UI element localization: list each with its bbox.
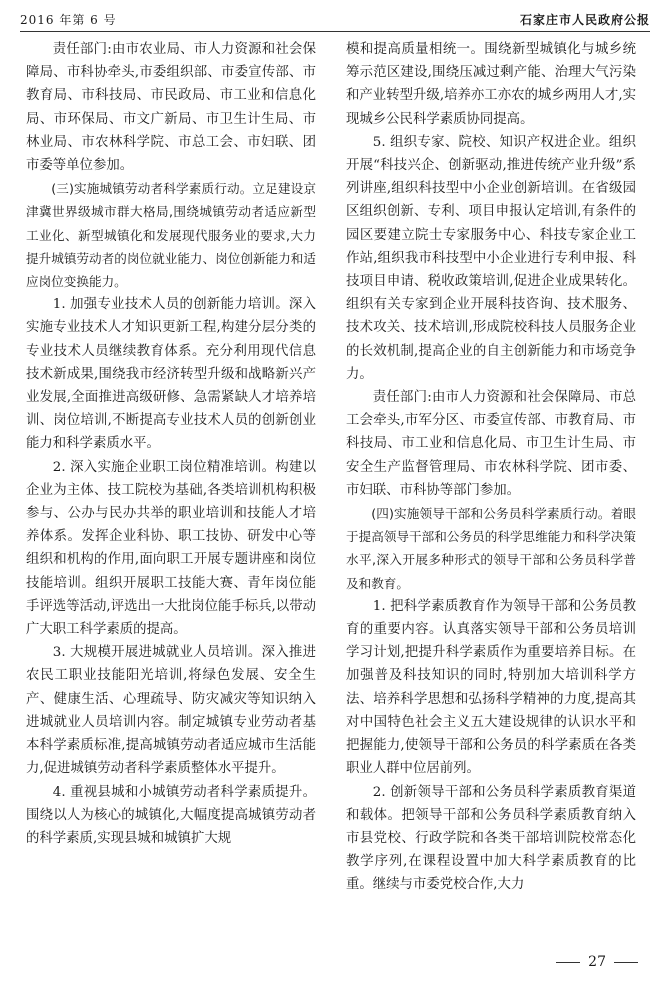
paragraph: 2. 创新领导干部和公务员科学素质教育渠道和载体。把领导干部和公务员科学素质教育纳入市县党校、行政学院和各类干部培训院校常态化教学序列,在课程设置中加大科学素质教育的比重。继续与市委党校合作,大力: [346, 784, 636, 893]
footer-dash-left: [556, 962, 580, 963]
paragraph: 3. 大规模开展进城就业人员培训。深入推进农民工职业技能阳光培训,将绿色发展、安全生产、健康生活、心理疏导、防灾减灾等知识纳入进城就业人员培训内容。制定城镇专业劳动者基本科学素质标准,提高城镇劳动者适应城市生活能力,促进城镇劳动者科学素质整体水平提升。: [26, 645, 316, 777]
issue-label: 2016 年第 6 号: [20, 13, 117, 27]
section-heading-paragraph: (三)实施城镇劳动者科学素质行动。立足建设京津冀世界级城市群大格局,围绕城镇劳动者适应新型工业化、新型城镇化和发展现代服务业的要求,大力提升城镇劳动者的岗位就业能力、岗位创新能力和适应岗位变换能力。: [26, 181, 316, 290]
paragraph: 责任部门:由市农业局、市人力资源和社会保障局、市科协牵头,市委组织部、市委宣传部、市教育局、市科技局、市民政局、市工业和信息化局、市环保局、市文广新局、市卫生计生局、市林业局、市农林科学院、市总工会、市妇联、团市委等单位参加。: [26, 42, 316, 174]
page-header: [20, 6, 650, 32]
paragraph: 5. 组织专家、院校、知识产权进企业。组织开展“科技兴企、创新驱动,推进传统产业升级”系列讲座,组织科技型中小企业创新培训。在省级园区组织创新、专利、项目申报认定培训,有条件的园区要建立院士专家服务中心、科技专家企业工作站,组织我市科技型中小企业进行专利申报、科技项目申请、税收政策培训,促进企业成果转化。组织有关专家到企业开展科技咨询、技术服务、技术攻关、技术培训,形成院校科技人员服务企业的长效机制,提高企业的自主创新能力和市场竞争力。: [346, 134, 636, 382]
section-heading-paragraph: (四)实施领导干部和公务员科学素质行动。着眼于提高领导干部和公务员的科学思维能力和科学决策水平,深入开展多种形式的领导干部和公务员科学普及和教育。: [346, 506, 636, 591]
page-footer: [556, 954, 638, 970]
paragraph: 2. 深入实施企业职工岗位精准培训。构建以企业为主体、技工院校为基础,各类培训机构积极参与、公办与民办共举的职业培训和技能人才培养体系。发挥企业科协、职工技协、研发中心等组织和机构的作用,面向职工开展专题讲座和岗位技能培训。组织开展职工技能大赛、青年岗位能手评选等活动,评选出一大批岗位能手标兵,以带动广大职工科学素质的提高。: [26, 459, 316, 638]
paragraph: 责任部门:由市人力资源和社会保障局、市总工会牵头,市军分区、市委宣传部、市教育局、市科技局、市工业和信息化局、市卫生计生局、市安全生产监督管理局、市农林科学院、团市委、市妇联、市科协等部门参加。: [346, 390, 636, 498]
paragraph: 模和提高质量相统一。围绕新型城镇化与城乡统筹示范区建设,围绕压减过剩产能、治理大气污染和产业转型升级,培养亦工亦农的城乡两用人才,实现城乡公民科学素质协同提高。: [346, 42, 636, 127]
footer-dash-right: [614, 962, 638, 963]
paragraph: 4. 重视县城和小城镇劳动者科学素质提升。围绕以人为核心的城镇化,大幅度提高城镇劳动者的科学素质,实现县城和城镇扩大规: [26, 784, 316, 846]
right-column: [346, 38, 636, 897]
page-number: 27: [588, 954, 606, 970]
paragraph: 1. 加强专业技术人员的创新能力培训。深入实施专业技术人才知识更新工程,构建分层分类的专业技术人员继续教育体系。充分利用现代信息技术新成果,围绕我市经济转型升级和战略新兴产业发展,全面推进高级研修、急需紧缺人才培养培训、岗位培训,不断提高专业技术人员的创新创业能力和科学素质水平。: [26, 297, 316, 452]
journal-title: 石家庄市人民政府公报: [519, 13, 650, 27]
paragraph: 1. 把科学素质教育作为领导干部和公务员教育的重要内容。认真落实领导干部和公务员培训学习计划,把提升科学素质作为重要培养目标。在加强普及科技知识的同时,特别加大培训科学方法、培养科学思想和弘扬科学精神的力度,提高其对中国特色社会主义五大建设规律的认识水平和把握能力,使领导干部和公务员的科学素质在各类职业人群中位居前列。: [346, 598, 636, 777]
left-column: [26, 38, 316, 850]
